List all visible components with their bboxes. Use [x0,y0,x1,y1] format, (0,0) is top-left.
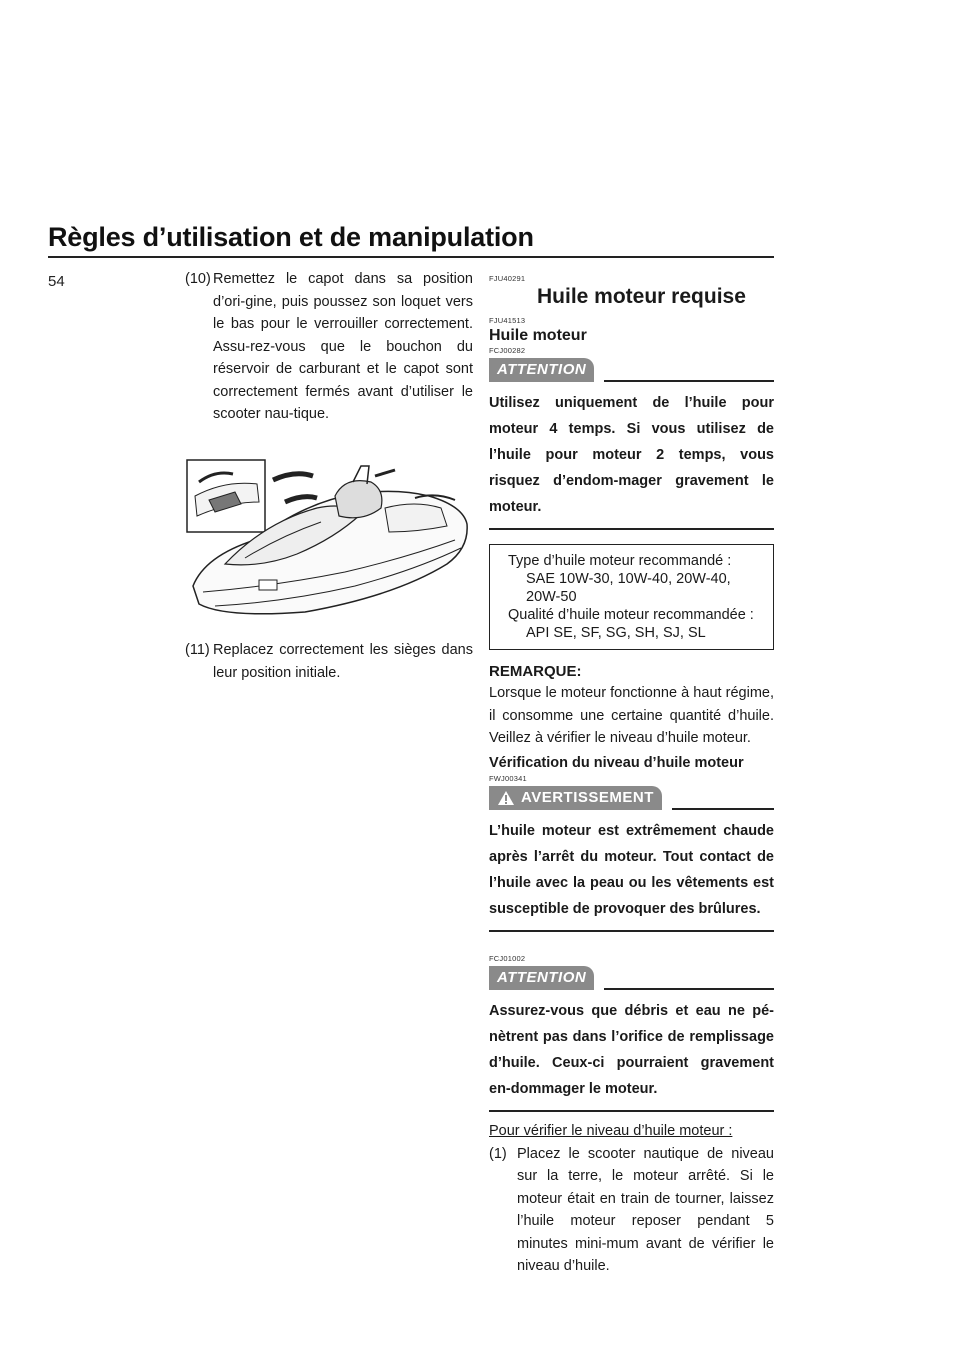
spec-line: Qualité d’huile moteur recommandée : [508,607,754,623]
remark-title: REMARQUE: [489,663,582,680]
check-title: Vérification du niveau d’huile moteur [489,754,744,771]
spec-line: 20W-50 [526,589,577,605]
procedure-title: Pour vérifier le niveau d’huile moteur : [489,1123,733,1139]
oil-spec-box [489,544,774,650]
subsection-title: Huile moteur [489,327,587,344]
title-rule [48,256,774,258]
reference-code: FJU41513 [489,316,526,325]
spec-line: API SE, SF, SG, SH, SJ, SL [526,625,706,641]
step-1 [489,1143,774,1278]
right-column [489,274,774,1278]
warning-header [489,786,774,810]
attention-header [489,966,774,990]
attention-badge: ATTENTION [489,358,594,382]
page-number: 54 [48,273,65,290]
warning-label: AVERTISSEMENT [521,789,654,806]
divider [489,528,774,530]
divider [672,808,774,810]
watercraft-illustration [185,436,471,618]
step-11 [185,639,473,684]
page-title: Règles d’utilisation et de manipulation [48,222,534,252]
left-column [185,268,473,684]
warning-badge [489,786,662,810]
reference-code: FJU40291 [489,274,526,283]
spec-line: Type d’huile moteur recommandé : [508,553,732,569]
remark-text: Lorsque le moteur fonctionne à haut régime, il consomme une certaine quantité d’huile. Veillez à vérifier le niveau d’huile moteur. [489,685,774,746]
step-number: (11) [185,642,210,658]
attention-header [489,358,774,382]
section-title: Huile moteur requise [537,285,746,308]
step-text: Remettez le capot dans sa position d’ori-gine, puis poussez son loquet vers le bas pour le verrouiller correctement. Assu-rez-vous que le bouchon du réservoir de carburant et le capot sont correctement fermés avant d’utiliser le scooter nau-tique. [213,271,473,422]
divider [604,988,774,990]
divider [489,930,774,932]
attention-badge: ATTENTION [489,966,594,990]
divider [604,380,774,382]
reference-code: FWJ00341 [489,774,527,783]
step-text: Replacez correctement les sièges dans leur position initiale. [213,642,473,681]
warning-icon [497,790,515,806]
spec-line: SAE 10W-30, 10W-40, 20W-40, [526,571,731,587]
reference-code: FCJ01002 [489,954,526,963]
attention-text: Utilisez uniquement de l’huile pour moteur 4 temps. Si vous utilisez de l’huile pour moteur 2 temps, vous risquez d’endom-mager gravement le moteur. [489,395,774,515]
step-text: Placez le scooter nautique de niveau sur la terre, le moteur arrêté. Si le moteur était en train de tourner, laissez l’huile moteur reposer pendant 5 minutes mini-mum avant de vérifier le niveau d’huile. [517,1145,774,1274]
divider [489,1110,774,1112]
step-10 [185,268,473,426]
warning-text: L’huile moteur est extrêmement chaude après l’arrêt du moteur. Tout contact de l’huile avec la peau ou les vêtements est susceptible de provoquer des brûlures. [489,823,774,917]
attention-text: Assurez-vous que débris et eau ne pé-nètrent pas dans l’orifice de remplissage d’huile. Ceux-ci pourraient gravement en-dommager le moteur. [489,1003,774,1097]
step-number: (10) [185,271,211,287]
reference-code: FCJ00282 [489,346,526,355]
step-number: (1) [489,1145,507,1162]
